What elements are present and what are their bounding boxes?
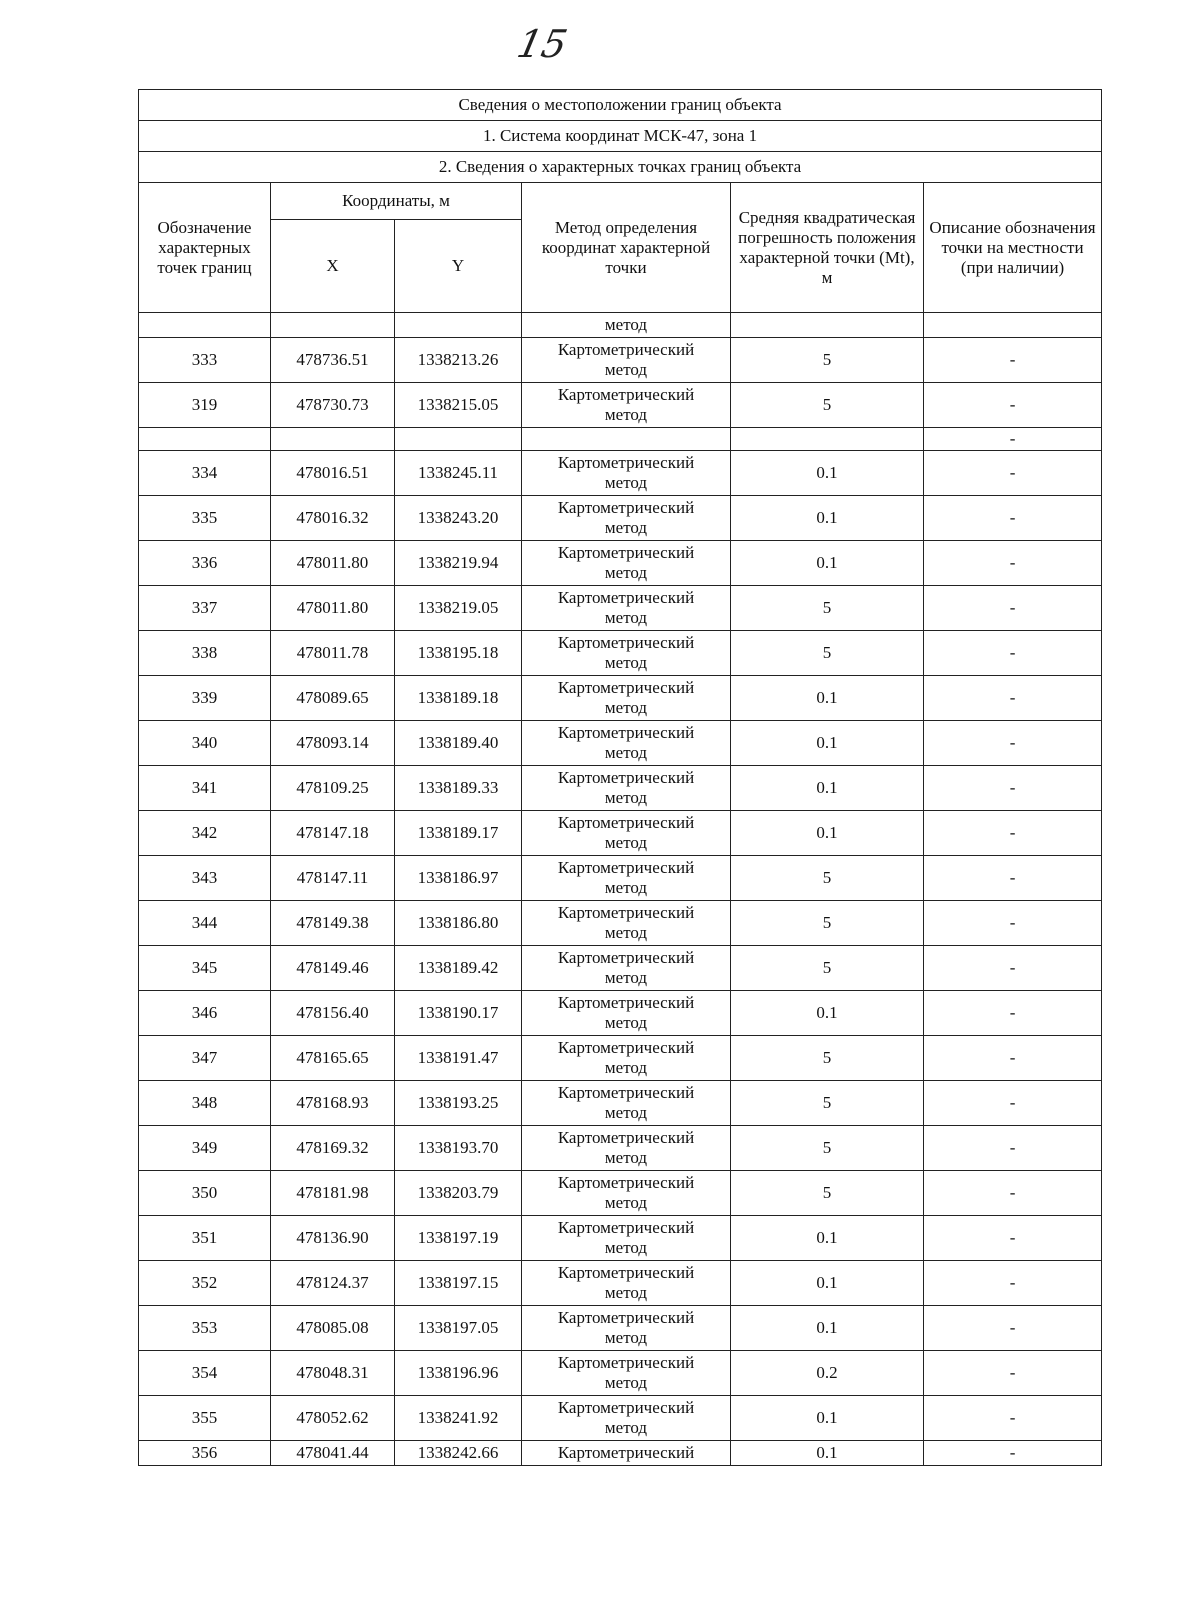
coord-x: 478147.18: [271, 811, 395, 856]
coord-x: 478136.90: [271, 1216, 395, 1261]
description-value: -: [924, 1126, 1102, 1171]
description-value: -: [924, 811, 1102, 856]
method-line-2: метод: [604, 405, 648, 424]
point-number: 356: [139, 1441, 271, 1466]
method-line-2: метод: [604, 1148, 648, 1167]
method-line-2: метод: [604, 833, 648, 852]
coord-y: 1338245.11: [395, 451, 522, 496]
coord-y: 1338186.97: [395, 856, 522, 901]
table-row: [139, 383, 1102, 428]
method-cell: [522, 946, 731, 991]
method-line-2: метод: [604, 360, 648, 379]
point-number: 337: [139, 586, 271, 631]
coord-y: 1338186.80: [395, 901, 522, 946]
coord-x: 478149.38: [271, 901, 395, 946]
table-title: Сведения о местоположении границ объекта: [139, 90, 1102, 121]
carryover-cell: [395, 313, 522, 338]
table-row: [139, 856, 1102, 901]
coord-y: 1338242.66: [395, 1441, 522, 1466]
carryover-cell: [139, 313, 271, 338]
error-value: 5: [731, 586, 924, 631]
method-line-1: Картометрический: [557, 633, 695, 652]
blank-cell: [731, 428, 924, 451]
blank-cell: [139, 428, 271, 451]
method-line-1: Картометрический: [557, 498, 695, 517]
point-number: 343: [139, 856, 271, 901]
method-line-2: метод: [604, 1373, 648, 1392]
coord-x: 478041.44: [271, 1441, 395, 1466]
method-line-1: Картометрический: [557, 1038, 695, 1057]
table-row: [139, 1216, 1102, 1261]
table-row: [139, 586, 1102, 631]
method-cell: [522, 1126, 731, 1171]
description-value: -: [924, 541, 1102, 586]
point-number: 336: [139, 541, 271, 586]
description-value: -: [924, 1396, 1102, 1441]
table-row: [139, 1351, 1102, 1396]
method-cell: [522, 383, 731, 428]
method-cell: [522, 1306, 731, 1351]
table-row: [139, 1036, 1102, 1081]
header-coords: Координаты, м: [271, 183, 522, 220]
carryover-row: [139, 313, 1102, 338]
table-row: [139, 901, 1102, 946]
coord-x: 478109.25: [271, 766, 395, 811]
error-value: 0.1: [731, 541, 924, 586]
method-line-2: метод: [604, 608, 648, 627]
method-line-2: метод: [604, 788, 648, 807]
method-line-2: метод: [604, 1013, 648, 1032]
method-line-1: Картометрический: [557, 1308, 695, 1327]
method-line-2: метод: [604, 1193, 648, 1212]
method-line-1: Картометрический: [557, 340, 695, 359]
coord-x: 478011.80: [271, 586, 395, 631]
point-number: 350: [139, 1171, 271, 1216]
error-value: 5: [731, 338, 924, 383]
error-value: 0.1: [731, 1441, 924, 1466]
error-value: 0.1: [731, 1396, 924, 1441]
method-cell: [522, 901, 731, 946]
method-line-2: метод: [604, 653, 648, 672]
method-line-2: метод: [604, 1328, 648, 1347]
method-line-2: метод: [604, 878, 648, 897]
coord-x: 478156.40: [271, 991, 395, 1036]
coord-y: 1338189.17: [395, 811, 522, 856]
coord-y: 1338189.42: [395, 946, 522, 991]
coord-y: 1338196.96: [395, 1351, 522, 1396]
error-value: 5: [731, 1126, 924, 1171]
coord-y: 1338243.20: [395, 496, 522, 541]
table-row: [139, 1126, 1102, 1171]
description-value: -: [924, 1306, 1102, 1351]
point-number: 347: [139, 1036, 271, 1081]
coord-x: 478016.32: [271, 496, 395, 541]
description-value: -: [924, 766, 1102, 811]
point-number: 319: [139, 383, 271, 428]
description-value: -: [924, 451, 1102, 496]
coord-x: 478181.98: [271, 1171, 395, 1216]
carryover-method: метод: [522, 313, 731, 338]
table-row: [139, 991, 1102, 1036]
point-number: 340: [139, 721, 271, 766]
error-value: 0.1: [731, 496, 924, 541]
coord-y: 1338193.25: [395, 1081, 522, 1126]
carryover-cell: [271, 313, 395, 338]
description-value: -: [924, 1081, 1102, 1126]
method-cell: [522, 676, 731, 721]
method-line-2: метод: [604, 1238, 648, 1257]
table-row: [139, 338, 1102, 383]
method-cell: Картометрический: [522, 1441, 731, 1466]
method-line-2: метод: [604, 698, 648, 717]
coord-y: 1338203.79: [395, 1171, 522, 1216]
coord-y: 1338241.92: [395, 1396, 522, 1441]
description-value: -: [924, 901, 1102, 946]
method-line-2: метод: [604, 923, 648, 942]
table-row: [139, 721, 1102, 766]
table-row: [139, 1081, 1102, 1126]
coord-y: 1338189.33: [395, 766, 522, 811]
separator-dash: -: [924, 428, 1102, 451]
error-value: 5: [731, 1081, 924, 1126]
error-value: 5: [731, 856, 924, 901]
method-line-1: Картометрический: [557, 678, 695, 697]
point-number: 333: [139, 338, 271, 383]
coord-y: 1338191.47: [395, 1036, 522, 1081]
error-value: 0.1: [731, 766, 924, 811]
error-value: 5: [731, 383, 924, 428]
table-row: [139, 631, 1102, 676]
description-value: -: [924, 631, 1102, 676]
table-row: [139, 451, 1102, 496]
method-line-1: Картометрический: [557, 588, 695, 607]
table-row: [139, 1306, 1102, 1351]
method-line-2: метод: [604, 518, 648, 537]
coord-y: 1338197.19: [395, 1216, 522, 1261]
coord-x: 478085.08: [271, 1306, 395, 1351]
description-value: -: [924, 338, 1102, 383]
description-value: -: [924, 1441, 1102, 1466]
method-cell: [522, 766, 731, 811]
method-cell: [522, 856, 731, 901]
method-line-2: метод: [604, 1418, 648, 1437]
error-value: 5: [731, 946, 924, 991]
coord-y: 1338197.05: [395, 1306, 522, 1351]
coord-x: 478149.46: [271, 946, 395, 991]
error-value: 0.2: [731, 1351, 924, 1396]
coord-y: 1338213.26: [395, 338, 522, 383]
error-value: 0.1: [731, 451, 924, 496]
error-value: 5: [731, 1171, 924, 1216]
table-row: [139, 766, 1102, 811]
method-line-1: Картометрический: [557, 1263, 695, 1282]
method-line-2: метод: [604, 563, 648, 582]
method-cell: [522, 1396, 731, 1441]
point-number: 351: [139, 1216, 271, 1261]
method-line-2: метод: [604, 1283, 648, 1302]
table-row: [139, 496, 1102, 541]
table-row: [139, 946, 1102, 991]
coord-x: 478089.65: [271, 676, 395, 721]
table-row: [139, 1261, 1102, 1306]
header-method: Метод определения координат характерной точки: [522, 183, 731, 313]
description-value: -: [924, 946, 1102, 991]
point-number: 353: [139, 1306, 271, 1351]
point-number: 334: [139, 451, 271, 496]
coord-x: 478016.51: [271, 451, 395, 496]
coord-y: 1338193.70: [395, 1126, 522, 1171]
description-value: -: [924, 586, 1102, 631]
error-value: 0.1: [731, 1261, 924, 1306]
table-row: [139, 676, 1102, 721]
error-value: 5: [731, 631, 924, 676]
point-number: 348: [139, 1081, 271, 1126]
point-number: 345: [139, 946, 271, 991]
method-line-1: Картометрический: [557, 453, 695, 472]
coord-y: 1338219.94: [395, 541, 522, 586]
point-number: 352: [139, 1261, 271, 1306]
point-number: 341: [139, 766, 271, 811]
blank-cell: [271, 428, 395, 451]
header-description: Описание обозначения точки на местности (при наличии): [924, 183, 1102, 313]
description-value: -: [924, 1351, 1102, 1396]
method-line-2: метод: [604, 1103, 648, 1122]
method-cell: [522, 338, 731, 383]
point-number: 338: [139, 631, 271, 676]
boundary-points-table: [138, 89, 1102, 1466]
coord-x: 478730.73: [271, 383, 395, 428]
point-number: 342: [139, 811, 271, 856]
error-value: 5: [731, 901, 924, 946]
coord-x: 478011.80: [271, 541, 395, 586]
method-line-2: метод: [604, 473, 648, 492]
separator-row: [139, 428, 1102, 451]
header-x: X: [271, 220, 395, 313]
coord-x: 478147.11: [271, 856, 395, 901]
description-value: -: [924, 856, 1102, 901]
coord-x: 478124.37: [271, 1261, 395, 1306]
coord-x: 478169.32: [271, 1126, 395, 1171]
coord-y: 1338219.05: [395, 586, 522, 631]
coordinate-system: 1. Система координат МСК-47, зона 1: [139, 121, 1102, 152]
coord-y: 1338190.17: [395, 991, 522, 1036]
error-value: 0.1: [731, 1216, 924, 1261]
coord-y: 1338189.40: [395, 721, 522, 766]
description-value: -: [924, 676, 1102, 721]
error-value: 0.1: [731, 991, 924, 1036]
point-number: 349: [139, 1126, 271, 1171]
error-value: 0.1: [731, 1306, 924, 1351]
description-value: -: [924, 1036, 1102, 1081]
coord-x: 478093.14: [271, 721, 395, 766]
carryover-cell: [924, 313, 1102, 338]
point-number: 354: [139, 1351, 271, 1396]
blank-cell: [522, 428, 731, 451]
coord-x: 478011.78: [271, 631, 395, 676]
method-cell: [522, 1261, 731, 1306]
method-line-1: Картометрический: [557, 1218, 695, 1237]
description-value: -: [924, 1216, 1102, 1261]
error-value: 5: [731, 1036, 924, 1081]
method-line-1: Картометрический: [557, 903, 695, 922]
point-number: 344: [139, 901, 271, 946]
description-value: -: [924, 721, 1102, 766]
method-line-1: Картометрический: [557, 1128, 695, 1147]
method-line-1: Картометрический: [557, 1353, 695, 1372]
coord-x: 478736.51: [271, 338, 395, 383]
description-value: -: [924, 496, 1102, 541]
point-number: 335: [139, 496, 271, 541]
section-title: 2. Сведения о характерных точках границ объекта: [139, 152, 1102, 183]
header-point: Обозначение характерных точек границ: [139, 183, 271, 313]
description-value: -: [924, 383, 1102, 428]
page-number: 15: [513, 22, 572, 66]
method-line-1: Картометрический: [557, 813, 695, 832]
description-value: -: [924, 1171, 1102, 1216]
method-cell: [522, 496, 731, 541]
method-line-1: Картометрический: [557, 1083, 695, 1102]
table-row: [139, 1396, 1102, 1441]
error-value: 0.1: [731, 721, 924, 766]
method-line-1: Картометрический: [557, 858, 695, 877]
header-error: Средняя квадратическая погрешность положения характерной точки (Mt), м: [731, 183, 924, 313]
coord-x: 478052.62: [271, 1396, 395, 1441]
method-line-2: метод: [604, 968, 648, 987]
table-row: [139, 1171, 1102, 1216]
table-row-last: [139, 1441, 1102, 1466]
method-cell: [522, 1081, 731, 1126]
coord-y: 1338195.18: [395, 631, 522, 676]
method-cell: [522, 721, 731, 766]
point-number: 346: [139, 991, 271, 1036]
coord-y: 1338215.05: [395, 383, 522, 428]
blank-cell: [395, 428, 522, 451]
method-cell: [522, 631, 731, 676]
method-cell: [522, 1351, 731, 1396]
point-number: 355: [139, 1396, 271, 1441]
coord-x: 478168.93: [271, 1081, 395, 1126]
description-value: -: [924, 1261, 1102, 1306]
method-cell: [522, 586, 731, 631]
method-line-1: Картометрический: [557, 543, 695, 562]
method-cell: [522, 541, 731, 586]
method-cell: [522, 1171, 731, 1216]
coord-y: 1338189.18: [395, 676, 522, 721]
method-cell: [522, 1036, 731, 1081]
point-number: 339: [139, 676, 271, 721]
coord-y: 1338197.15: [395, 1261, 522, 1306]
method-line-1: Картометрический: [557, 1398, 695, 1417]
description-value: -: [924, 991, 1102, 1036]
method-cell: [522, 451, 731, 496]
method-line-1: Картометрический: [557, 1173, 695, 1192]
method-cell: [522, 1216, 731, 1261]
error-value: 0.1: [731, 676, 924, 721]
method-line-1: Картометрический: [557, 768, 695, 787]
carryover-cell: [731, 313, 924, 338]
coord-x: 478165.65: [271, 1036, 395, 1081]
method-line-1: Картометрический: [557, 948, 695, 967]
method-cell: [522, 811, 731, 856]
table-row: [139, 541, 1102, 586]
error-value: 0.1: [731, 811, 924, 856]
coord-x: 478048.31: [271, 1351, 395, 1396]
table-row: [139, 811, 1102, 856]
method-line-2: метод: [604, 743, 648, 762]
method-line-1: Картометрический: [557, 723, 695, 742]
method-line-1: Картометрический: [557, 385, 695, 404]
method-line-2: метод: [604, 1058, 648, 1077]
method-line-1: Картометрический: [557, 993, 695, 1012]
header-y: Y: [395, 220, 522, 313]
method-cell: [522, 991, 731, 1036]
